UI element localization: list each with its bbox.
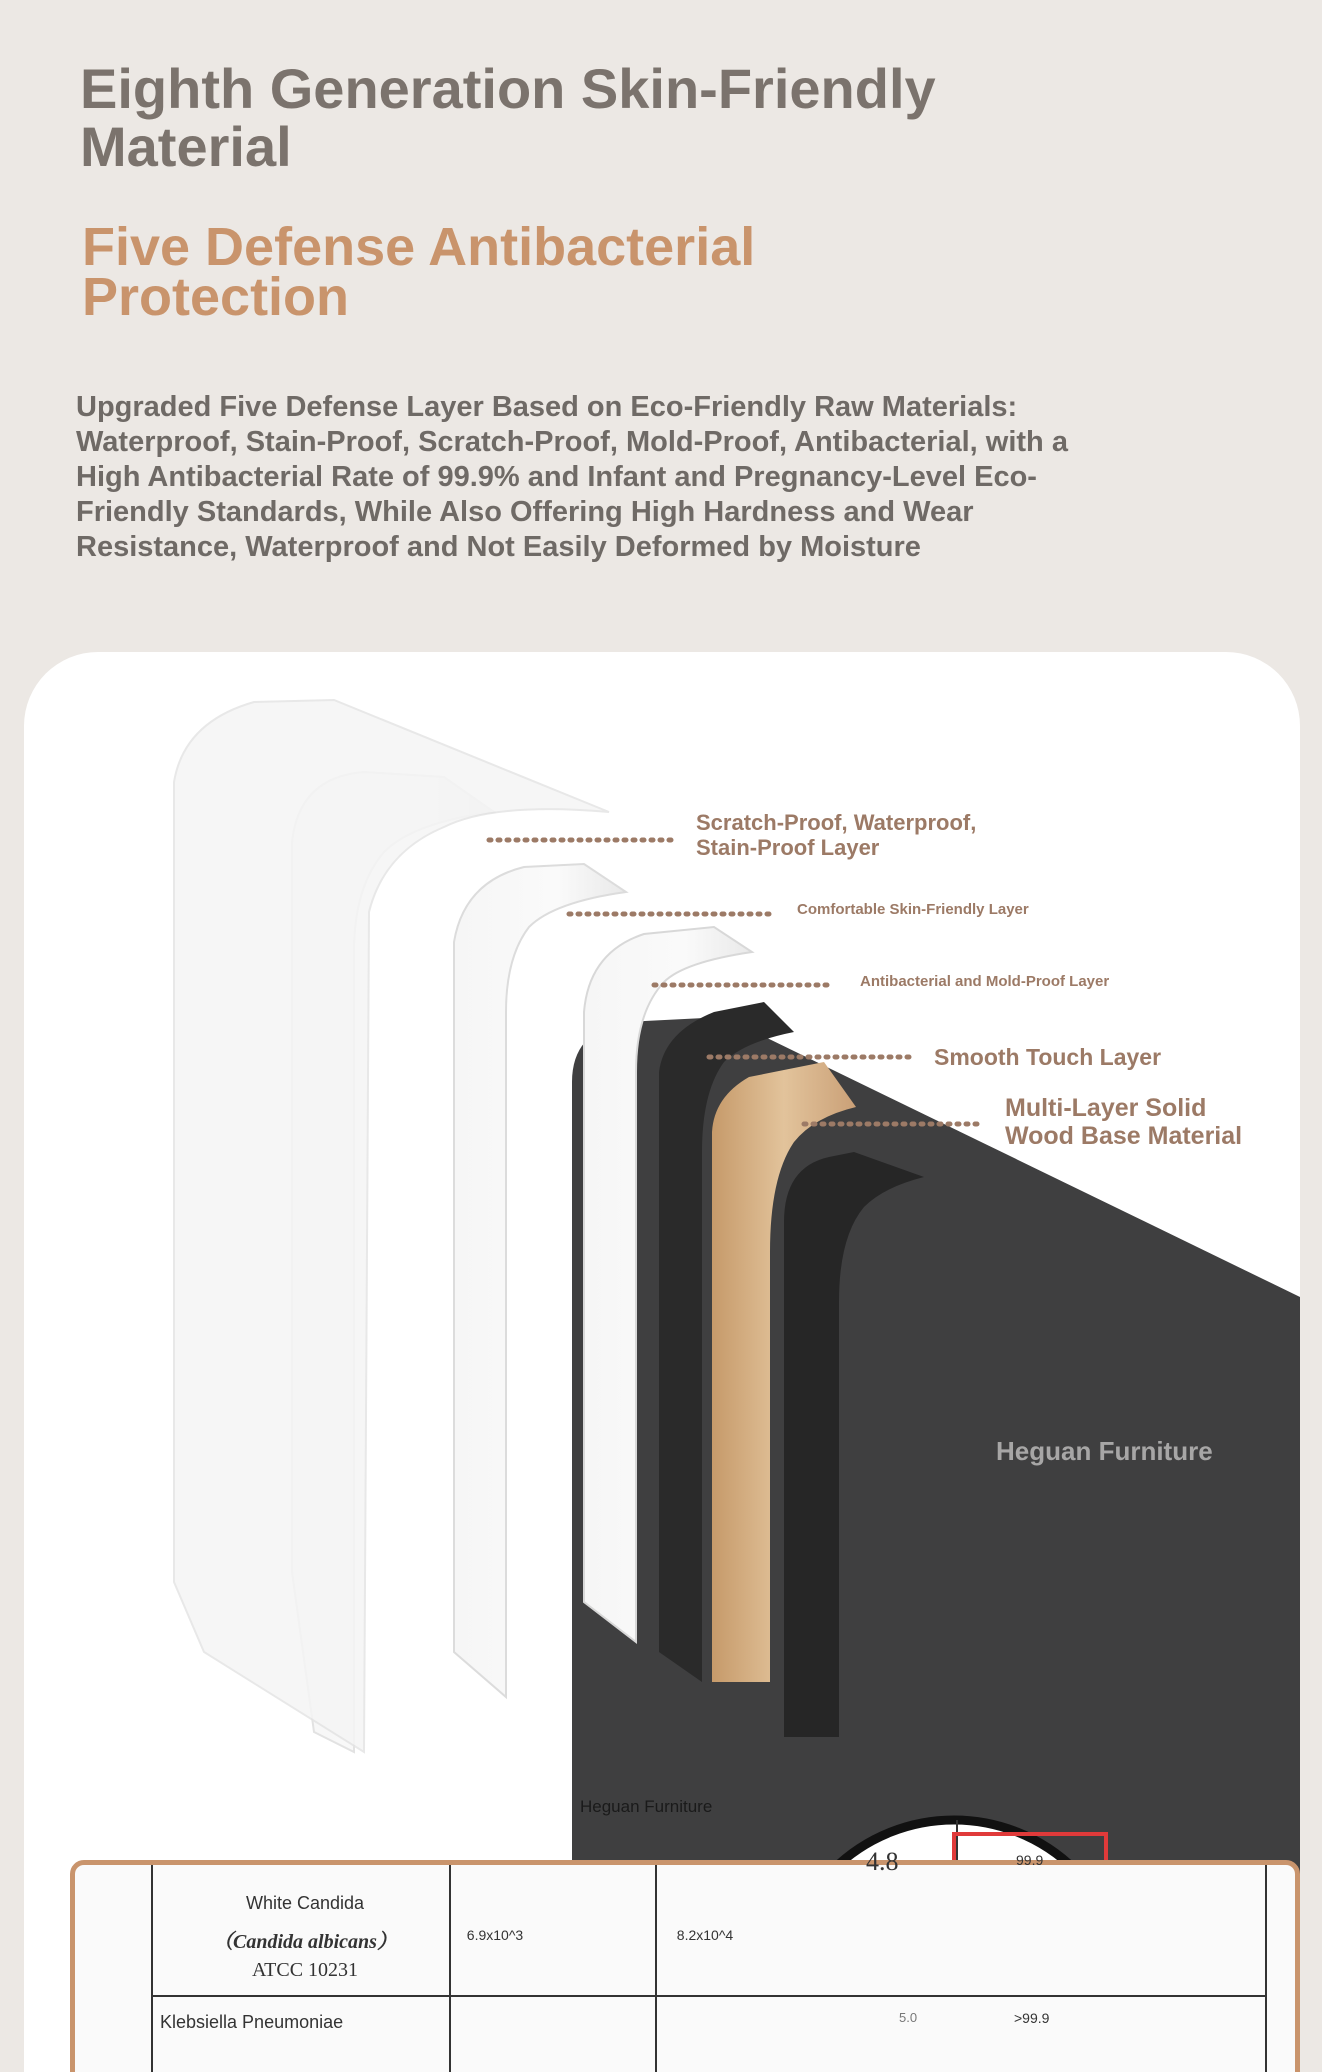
page-subtitle: Five Defense Antibacterial Protection [82,217,756,327]
test-results-table [70,1860,1300,2072]
brand-caption: Heguan Furniture [580,1797,713,1816]
table-vline-1 [151,1865,153,2072]
layer-diagram-card [24,652,1300,2072]
organism-name: White Candida [245,1893,365,1913]
layer-stack-illustration [24,652,1300,2072]
antibacterial-rate-1: 99.9 [1016,1852,1044,1868]
label-scratch-proof-layer: Scratch-Proof, Waterproof, Stain-Proof Layer [696,810,977,860]
label-skin-friendly-layer: Comfortable Skin-Friendly Layer [797,901,1029,918]
table-value-b: 8.2x10^4 [676,1927,734,1943]
lens-value-2: 5.0 [899,2010,918,2025]
label-smooth-touch-layer: Smooth Touch Layer [934,1044,1162,1070]
page-title: Eighth Generation Skin-Friendly Material [80,57,936,178]
table-value-a: 6.9x10^3 [466,1927,524,1943]
brand-watermark: Heguan Furniture [996,1436,1213,1466]
organism-name-2: Klebsiella Pneumoniae [160,2012,344,2032]
table-vline-2 [449,1865,451,2072]
clear-layer-0 [174,700,609,1752]
organism-strain: ATCC 10231 [251,1959,359,1981]
table-vline-4 [1265,1865,1267,2072]
label-wood-base-layer: Multi-Layer Solid Wood Base Material [1005,1094,1243,1150]
lens-value-1: 4.8 [866,1847,899,1876]
table-vline-3 [655,1865,657,2072]
antibacterial-rate-2: >99.9 [1014,2010,1050,2026]
product-description: Upgraded Five Defense Layer Based on Eco-Friendly Raw Materials: Waterproof, Stain-Proof, Scratch-Proof, Mold-Proof, Antibacterial, with a High Antibacterial Rate of 99.9% and Infant and Pregnancy-Level Eco-Friendly Standards, While Also Offering High Hardness and Wear Resistance, Waterproof and Not Easily Deformed by Moisture [76,391,1068,563]
organism-latin: （Candida albicans） [213,1931,397,1953]
table-hline-1 [151,1995,1265,1997]
label-antibacterial-layer: Antibacterial and Mold-Proof Layer [860,973,1110,990]
